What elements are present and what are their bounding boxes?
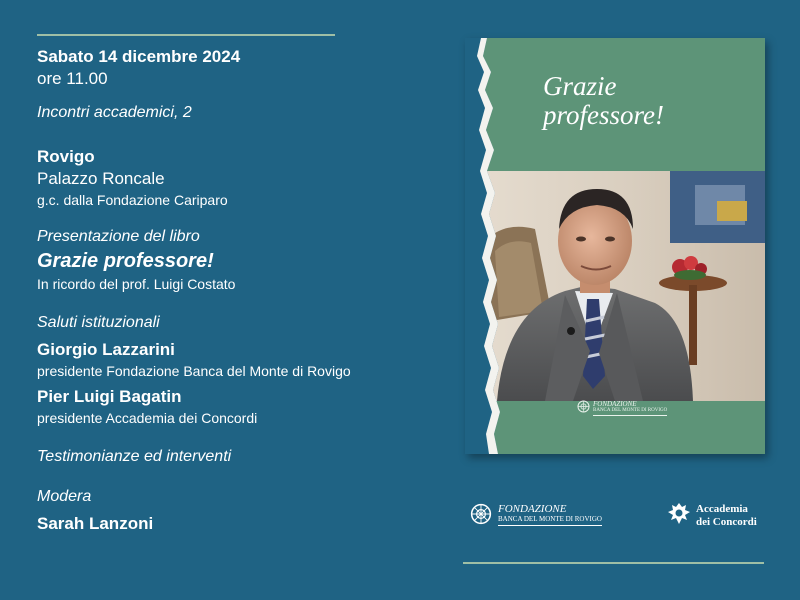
event-time: ore 11.00 (37, 69, 108, 88)
fondazione-logo-line1: FONDAZIONE (498, 503, 567, 515)
memorial-note: In ricordo del prof. Luigi Costato (37, 276, 236, 292)
bottom-rule (463, 562, 764, 564)
fondazione-logo-line2: BANCA DEL MONTE DI ROVIGO (498, 515, 602, 526)
accademia-logo-line2: dei Concordi (696, 516, 757, 528)
cover-fondazione-logo (577, 400, 697, 424)
greetings-label: Saluti istituzionali (37, 314, 160, 331)
presentation-label: Presentazione del libro (37, 228, 200, 245)
speaker-name: Pier Luigi Bagatin (37, 387, 182, 406)
cover-logo-line1: FONDAZIONE (593, 400, 637, 408)
cover-title-line: professore! (543, 100, 664, 130)
venue-courtesy: g.c. dalla Fondazione Cariparo (37, 192, 228, 208)
speaker-role: presidente Fondazione Banca del Monte di Rovigo (37, 363, 351, 379)
event-date: Sabato 14 dicembre 2024 (37, 47, 241, 66)
moderator-label: Modera (37, 488, 92, 505)
cover-title-line: Grazie (543, 71, 617, 101)
accademia-crest-icon (666, 501, 692, 527)
cover-title (543, 72, 753, 130)
speaker-name: Giorgio Lazzarini (37, 340, 175, 359)
cover-logo-line2: BANCA DEL MONTE DI ROVIGO (593, 408, 667, 416)
event-series: Incontri accademici, 2 (37, 104, 192, 121)
testimonies-label: Testimonianze ed interventi (37, 448, 232, 465)
portrait-photo (465, 171, 765, 401)
torn-paper-edge (465, 38, 505, 454)
fondazione-emblem-icon (470, 503, 492, 525)
book-title: Grazie professore! (37, 250, 214, 272)
event-details (37, 46, 437, 536)
fondazione-emblem-icon (577, 400, 590, 413)
event-city: Rovigo (37, 147, 95, 166)
event-venue: Palazzo Roncale (37, 169, 165, 188)
top-rule (37, 34, 335, 36)
speaker-role: presidente Accademia dei Concordi (37, 410, 258, 426)
moderator-name: Sarah Lanzoni (37, 514, 154, 533)
accademia-logo (666, 501, 766, 531)
accademia-logo-line1: Accademia (696, 503, 748, 515)
fondazione-logo (470, 503, 620, 529)
book-cover (465, 38, 765, 454)
